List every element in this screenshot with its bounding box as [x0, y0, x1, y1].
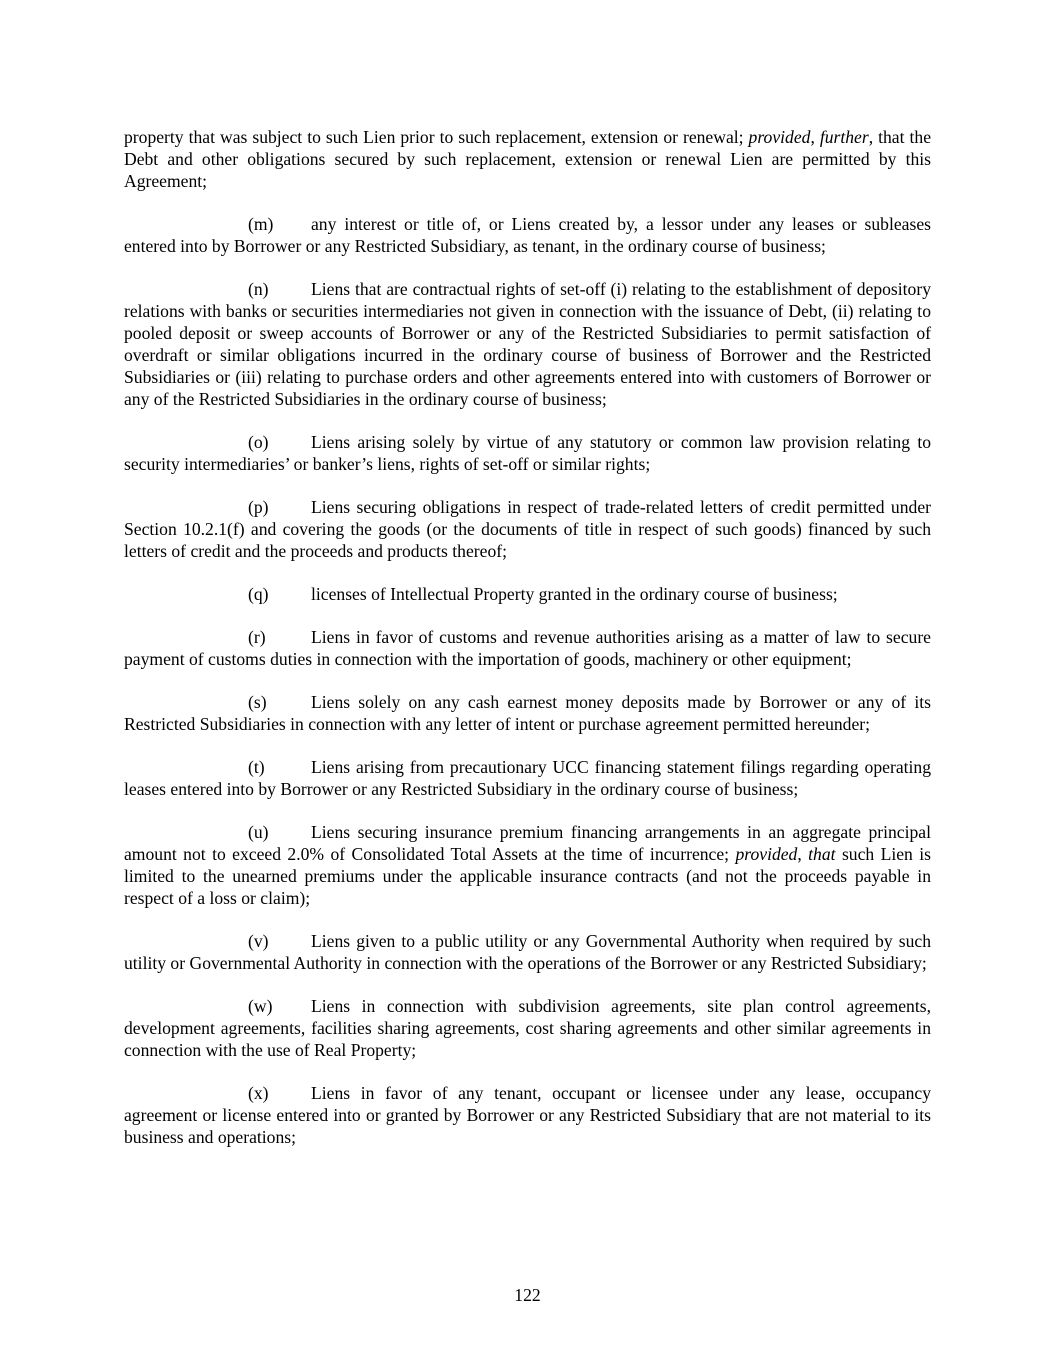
clause-marker: (n): [248, 279, 269, 299]
clause-marker: (m): [248, 214, 274, 234]
clause-text-after: such Lien is limited to the unearned premiums under the applicable insurance contracts (and not the proceeds payable in respect of a loss or claim);: [124, 844, 932, 908]
continuation-italic-provided: provided: [748, 127, 811, 147]
document-body: [124, 126, 931, 1169]
page-number: 122: [514, 1285, 541, 1305]
clause-marker: (r): [248, 627, 266, 647]
clause-r: [124, 626, 931, 670]
clause-text: Liens given to a public utility or any Governmental Authority when required by such utility or Governmental Authority in connection with the operations of the Borrower or any Restricted Subsidiary;: [124, 931, 931, 973]
continuation-text-1: property that was subject to such Lien prior to such replacement, extension or renewal;: [124, 127, 749, 147]
clause-x: [124, 1082, 931, 1148]
clause-text: Liens in favor of any tenant, occupant or licensee under any lease, occupancy agreement or license entered into or granted by Borrower or any Restricted Subsidiary that are not material to its business and operations;: [124, 1083, 931, 1147]
continuation-comma: ,: [810, 127, 820, 147]
clause-u: [124, 821, 931, 909]
clause-marker: (q): [248, 584, 269, 604]
continuation-italic-further: further: [819, 127, 869, 147]
clause-marker: (s): [248, 692, 267, 712]
clause-italic-provided: provided: [735, 844, 798, 864]
clause-n: [124, 278, 931, 410]
clause-text: Liens arising from precautionary UCC financing statement filings regarding operating leases entered into by Borrower or any Restricted Subsidiary in the ordinary course of business;: [124, 757, 931, 799]
clause-w: [124, 995, 931, 1061]
clause-text: Liens that are contractual rights of set-off (i) relating to the establishment of depository relations with banks or securities intermediaries not given in connection with the issuance of Debt, (ii) relating to pooled deposit or sweep accounts of Borrower or any of the Restricted Subsidiaries to permit satisfaction of overdraft or similar obligations incurred in the ordinary course of business of Borrower and the Restricted Subsidiaries or (iii) relating to purchase orders and other agreements entered into with customers of Borrower or any of the Restricted Subsidiaries in the ordinary course of business;: [124, 279, 931, 409]
clause-text: Liens securing obligations in respect of trade-related letters of credit permitted under Section 10.2.1(f) and covering the goods (or the documents of title in respect of such goods) financed by such letters of credit and the proceeds and products thereof;: [124, 497, 931, 561]
clause-text: Liens solely on any cash earnest money deposits made by Borrower or any of its Restricted Subsidiaries in connection with any letter of intent or purchase agreement permitted hereunder;: [124, 692, 931, 734]
clause-p: [124, 496, 931, 562]
clause-q: [124, 583, 931, 605]
clause-t: [124, 756, 931, 800]
clause-marker: (p): [248, 497, 269, 517]
clause-text: Liens in favor of customs and revenue authorities arising as a matter of law to secure payment of customs duties in connection with the importation of goods, machinery or other equipment;: [124, 627, 931, 669]
clause-s: [124, 691, 931, 735]
clause-italic-that: that: [808, 844, 836, 864]
clause-text: Liens in connection with subdivision agreements, site plan control agreements, development agreements, facilities sharing agreements, cost sharing agreements and other similar agreements in connection with the use of Real Property;: [124, 996, 931, 1060]
clause-marker: (w): [248, 996, 273, 1016]
clause-marker: (x): [248, 1083, 269, 1103]
continuation-paragraph: [124, 126, 931, 192]
clause-o: [124, 431, 931, 475]
clause-m: [124, 213, 931, 257]
clause-marker: (u): [248, 822, 269, 842]
continuation-text-2: , that the Debt and other obligations secured by such replacement, extension or renewal Lien are permitted by this Agreement;: [124, 127, 931, 191]
clause-marker: (v): [248, 931, 269, 951]
clause-marker: (o): [248, 432, 269, 452]
clause-comma: ,: [797, 844, 809, 864]
clause-marker: (t): [248, 757, 265, 777]
clause-text: Liens arising solely by virtue of any statutory or common law provision relating to security intermediaries’ or banker’s liens, rights of set-off or similar rights;: [124, 432, 931, 474]
clause-v: [124, 930, 931, 974]
clause-text: any interest or title of, or Liens created by, a lessor under any leases or subleases entered into by Borrower or any Restricted Subsidiary, as tenant, in the ordinary course of business;: [124, 214, 931, 256]
clause-text-before: Liens securing insurance premium financing arrangements in an aggregate principal amount not to exceed 2.0% of Consolidated Total Assets at the time of incurrence;: [124, 822, 931, 864]
clause-text: licenses of Intellectual Property granted in the ordinary course of business;: [311, 584, 838, 604]
